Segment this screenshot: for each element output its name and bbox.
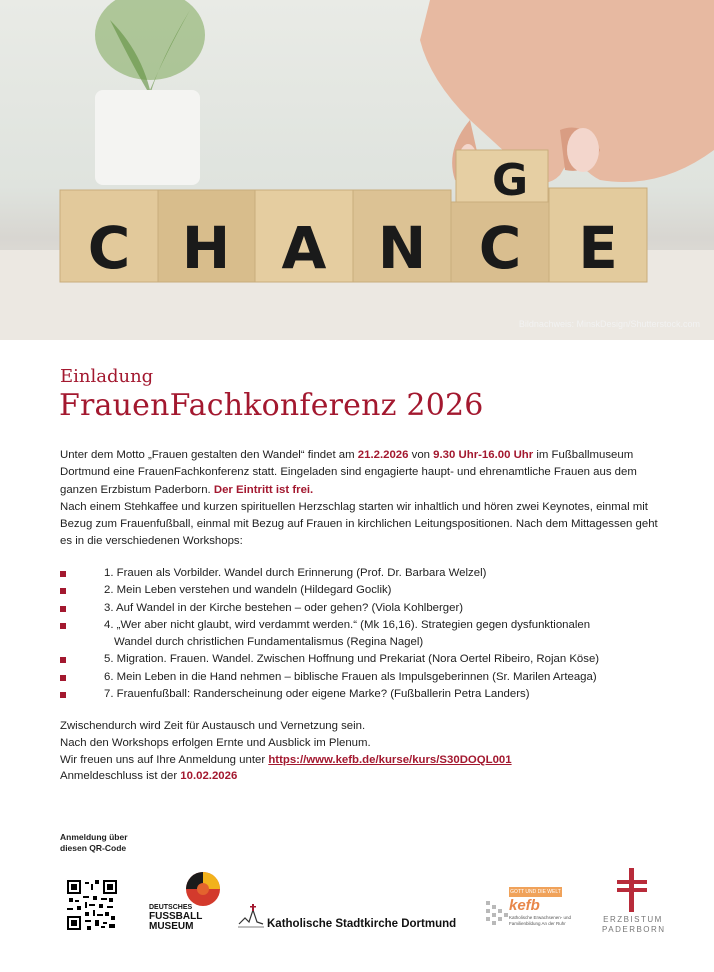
- list-item: 2. Mein Leben verstehen und wandeln (Hildegard Goclik): [60, 582, 660, 599]
- bullet-square-icon: [60, 692, 66, 698]
- block-letter-h: H: [181, 214, 231, 282]
- list-item: 6. Mein Leben in die Hand nehmen – biblische Frauen als Impulsgeberinnen (Sr. Marilen Arteaga): [60, 669, 660, 686]
- workshop-list: [60, 565, 660, 703]
- stadtkirche-dortmund-logo: [235, 900, 267, 934]
- kefb-tagline: GOTT UND DIE WELT: [510, 889, 561, 895]
- erzbistum-cross-icon: [615, 868, 649, 912]
- list-item: 7. Frauenfußball: Randerscheinung oder eigene Marke? (Fußballerin Petra Landers): [60, 686, 660, 703]
- closing-text: [60, 718, 660, 785]
- deadline-line: Anmeldeschluss ist der 10.02.2026: [60, 770, 238, 783]
- kefb-dots-logo: [482, 897, 512, 931]
- bullet-square-icon: [60, 675, 66, 681]
- list-item: 5. Migration. Frauen. Wandel. Zwischen Hoffnung und Prekariat (Nora Oertel Ribeiro, Rojan Köse): [60, 651, 660, 668]
- plant-leaves: [95, 0, 205, 80]
- change-blocks-illustration: [0, 0, 714, 340]
- erzbistum-paderborn-wordmark: ERZBISTUM PADERBORN: [602, 915, 666, 934]
- block-letter-c: C: [87, 214, 131, 282]
- image-credit: Bildnachweis: MinskDesign/Shutterstock.com: [518, 319, 700, 329]
- intro-paragraph-2: Nach einem Stehkaffee und kurzen spirituellen Herzschlag starten wir inhaltlich und hören zwei Keynotes, einmal mit Bezug zum Frauenfußball, einmal mit Bezug auf Frauen in kirchlichen Leitungspositionen. Nach dem Mittagessen geht es in die verschiedenen Workshops:: [60, 500, 658, 548]
- qr-label: Anmeldung über diesen QR-Code: [60, 832, 128, 853]
- block-letter-e: E: [578, 214, 618, 282]
- hero-image: [0, 0, 714, 340]
- closing-line: Nach den Workshops erfolgen Ernte und Ausblick im Plenum.: [60, 736, 371, 749]
- block-letter-g: G: [491, 155, 529, 206]
- kefb-wordmark: kefb: [509, 897, 540, 914]
- bullet-square-icon: [60, 571, 66, 577]
- block-letter-n: N: [377, 214, 427, 282]
- event-date: 21.2.2026: [357, 449, 409, 461]
- registration-line: Wir freuen uns auf Ihre Anmeldung unter https://www.kefb.de/kurse/kurs/S30DOQL001: [60, 753, 512, 766]
- fussball-museum-wordmark: DEUTSCHES FUSSBALL MUSEUM: [149, 904, 203, 932]
- bullet-square-icon: [60, 623, 66, 629]
- stadtkirche-dortmund-wordmark: Katholische Stadtkirche Dortmund: [267, 918, 457, 930]
- fussball-museum-logo: [185, 871, 221, 907]
- bullet-square-icon: [60, 657, 66, 663]
- list-item: 4. „Wer aber nicht glaubt, wird verdammt werden.“ (Mk 16,16). Strategien gegen dysfunktionalen Wandel durch christlichen Fundamentalismus (Regina Nagel): [60, 617, 660, 652]
- free-entry-note: Der Eintritt ist frei.: [213, 483, 314, 496]
- event-time: 9.30 Uhr-16.00 Uhr: [433, 449, 534, 461]
- list-item: 1. Frauen als Vorbilder. Wandel durch Erinnerung (Prof. Dr. Barbara Welzel): [60, 565, 660, 582]
- plant-pot: [95, 90, 200, 185]
- page-title: FrauenFachkonferenz 2026: [59, 388, 484, 423]
- bullet-square-icon: [60, 606, 66, 612]
- bullet-square-icon: [60, 588, 66, 594]
- block-letter-a: A: [281, 214, 327, 282]
- registration-link[interactable]: https://www.kefb.de/kurse/kurs/S30DOQL001: [268, 753, 512, 766]
- invitation-label: Einladung: [60, 366, 154, 387]
- qr-code[interactable]: [67, 880, 117, 930]
- closing-line: Zwischendurch wird Zeit für Austausch und Vernetzung sein.: [60, 720, 366, 732]
- block-letter-c2: C: [478, 214, 522, 282]
- kefb-subtitle: Katholische Erwachsenen- und Familienbildung An der Ruhr: [509, 915, 572, 926]
- intro-text: [60, 447, 660, 551]
- deadline-date: 10.02.2026: [180, 770, 238, 783]
- list-item: 3. Auf Wandel in der Kirche bestehen – oder gehen? (Viola Kohlberger): [60, 600, 660, 617]
- intro-paragraph-1: Unter dem Motto „Frauen gestalten den Wandel“ findet am 21.2.2026 von 9.30 Uhr-16.00 Uhr im Fußballmuseum Dortmund eine FrauenFachkonferenz statt. Eingeladen sind engagierte haupt- und ehrenamtliche Frauen aus dem ganzen Erzbistum Paderborn. Der Eintritt ist frei.: [60, 449, 637, 496]
